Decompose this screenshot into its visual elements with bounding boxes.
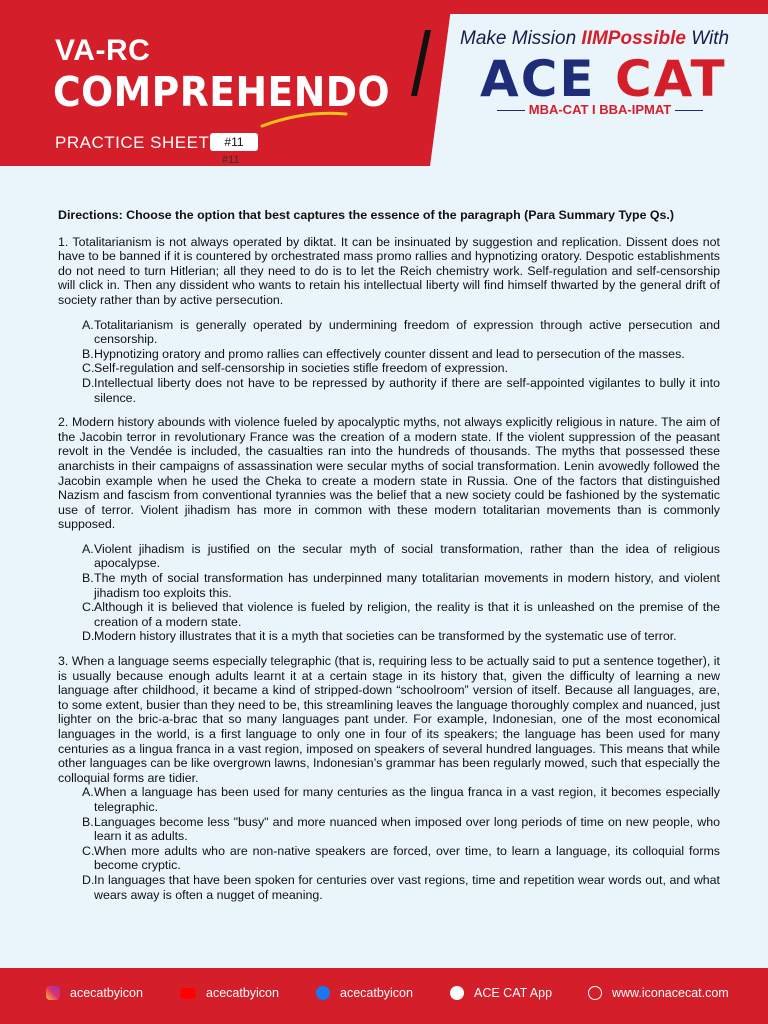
worksheet-body: [58, 208, 720, 912]
ace-cat-logo: [480, 50, 727, 108]
logo-ace: ACE: [480, 50, 615, 108]
option-item: D. In languages that have been spoken for centuries over vast regions, time and repetition wear words out, and what wears away is often a nugget of meaning.: [82, 872, 720, 902]
footer-youtube[interactable]: [180, 986, 279, 1000]
youtube-icon: [180, 988, 196, 999]
footer-label: acecatbyicon: [70, 986, 143, 1000]
brand-subtitle: [470, 102, 730, 117]
facebook-icon: [316, 986, 330, 1000]
question-3-passage: 3. When a language seems especially telegraphic (that is, requiring less to be actually said to put a sentence together), it is usually because enough adults learnt it at a certain stage in its history that, given the difficulty of learning a new language after childhood, it became a kind of stripped-down “schoolroom” version of itself. Because all languages, are, to some extent, busier than they need to be, this streamlining leaves the language thoroughly complex and nuanced, just lighter on the bric-a-brac that so many languages pant under. For example, Indonesian, one of the most economical languages in the world, is a first language to only one in four of its speakers; the language has been used for many centuries as a lingua franca in a vast region, imposed on speakers of several hundred languages. This means that while other languages can be like overgrown lawns, Indonesian’s grammar has been regularly mowed, such that especially the colloquial forms are tidier.: [58, 654, 720, 785]
series-label: VA-RC: [55, 34, 151, 67]
option-item: A. Violent jihadism is justified on the secular myth of social transformation, rather than the idea of religious apocalypse.: [82, 541, 720, 571]
footer-facebook[interactable]: [316, 986, 413, 1000]
footer-website[interactable]: [588, 986, 729, 1000]
option-item: B. Languages become less "busy" and more nuanced when imposed over long periods of time on new people, who learn it as adults.: [82, 814, 720, 844]
tagline-suffix: With: [685, 28, 730, 49]
footer-label: www.iconacecat.com: [612, 986, 729, 1000]
question-2-options: [58, 542, 720, 644]
sheet-number-caption: #11: [222, 154, 240, 166]
tagline: [460, 28, 729, 50]
swoosh-decoration: [260, 108, 350, 130]
page-footer: [0, 968, 768, 1024]
page-header: [0, 0, 768, 166]
question-1-options: [58, 318, 720, 406]
option-item: B. Hypnotizing oratory and promo rallies can effectively counter dissent and lead to persecution of the masses.: [82, 346, 685, 361]
option-item: A. When a language has been used for many centuries as the lingua franca in a vast region, it becomes especially telegraphic.: [82, 785, 720, 814]
footer-label: acecatbyicon: [340, 986, 413, 1000]
footer-label: acecatbyicon: [206, 986, 279, 1000]
option-item: C. When more adults who are non-native speakers are forced, over time, to learn a language, its colloquial forms become cryptic.: [82, 843, 720, 873]
footer-app[interactable]: [450, 986, 552, 1000]
option-item: D. Intellectual liberty does not have to be repressed by authority if there are self-appointed vigilantes to bully it into silence.: [82, 375, 720, 405]
option-item: D. Modern history illustrates that it is a myth that societies can be transformed by the systematic use of terror.: [82, 629, 677, 644]
footer-label: ACE CAT App: [474, 986, 553, 1000]
question-3-options: [58, 785, 720, 902]
tagline-prefix: Make Mission: [460, 28, 582, 49]
brand-subtitle-text: MBA-CAT I BBA-IPMAT: [528, 102, 672, 117]
sheet-number-badge: #11: [210, 133, 258, 151]
play-store-icon: [450, 986, 464, 1000]
option-item: B. The myth of social transformation has underpinned many totalitarian movements in modern history, and violent jihadism too exploits this.: [82, 571, 720, 600]
question-1-passage: 1. Totalitarianism is not always operated by diktat. It can be insinuated by suggestion and replication. Dissent does not have to be banned if it is countered by orchestrated mass promo rallies and hypnotizing oratory. Despotic establishments do not need to turn Hitlerian; all they need to do is to let the Reich chemistry work. Self-regulation and self-censorship will click in. Then any dissident who wants to retain his intellectual liberty will find himself thwarted by the general drift of society rather than by active persecution.: [58, 234, 720, 307]
option-item: A. Totalitarianism is generally operated by undermining freedom of expression through active persecution and censorship.: [82, 317, 720, 347]
directions: Directions: Choose the option that best captures the essence of the paragraph (Para Summary Type Qs.): [58, 208, 674, 222]
footer-instagram[interactable]: [46, 986, 143, 1000]
globe-icon: [588, 986, 602, 1000]
practice-sheet-label: PRACTICE SHEET: [55, 133, 210, 152]
sheet-title: COMPREHENDO: [53, 68, 391, 116]
divider-slash: [411, 30, 431, 96]
tagline-highlight: IIMPossible: [581, 28, 686, 49]
question-2-passage: 2. Modern history abounds with violence fueled by apocalyptic myths, not always explicitly religious in nature. The aim of the Jacobin terror in revolutionary France was the creation of a modern state. If the violent suppression of the peasant revolt in the Vendée is included, the casualties ran into the hundreds of thousands. The myths that possessed these anarchists in their campaigns of assassination were secular myths of social transformation. Lenin avowedly followed the Jacobin example when he used the Cheka to create a modern state in Russia. One of the factors that distinguished Nazism and fascism from conventional tyrannies was the belief that a new society could be fashioned by the systematic use of terror. Violent jihadism has more in common with these modern totalitarian movements than is commonly supposed.: [58, 415, 720, 532]
option-item: C. Self-regulation and self-censorship in societies stifle freedom of expression.: [82, 361, 508, 376]
instagram-icon: [46, 986, 60, 1000]
option-item: C. Although it is believed that violence is fueled by religion, the reality is that it is unleashed on the premise of the creation of a modern state.: [82, 600, 720, 629]
logo-cat: CAT: [614, 50, 727, 108]
